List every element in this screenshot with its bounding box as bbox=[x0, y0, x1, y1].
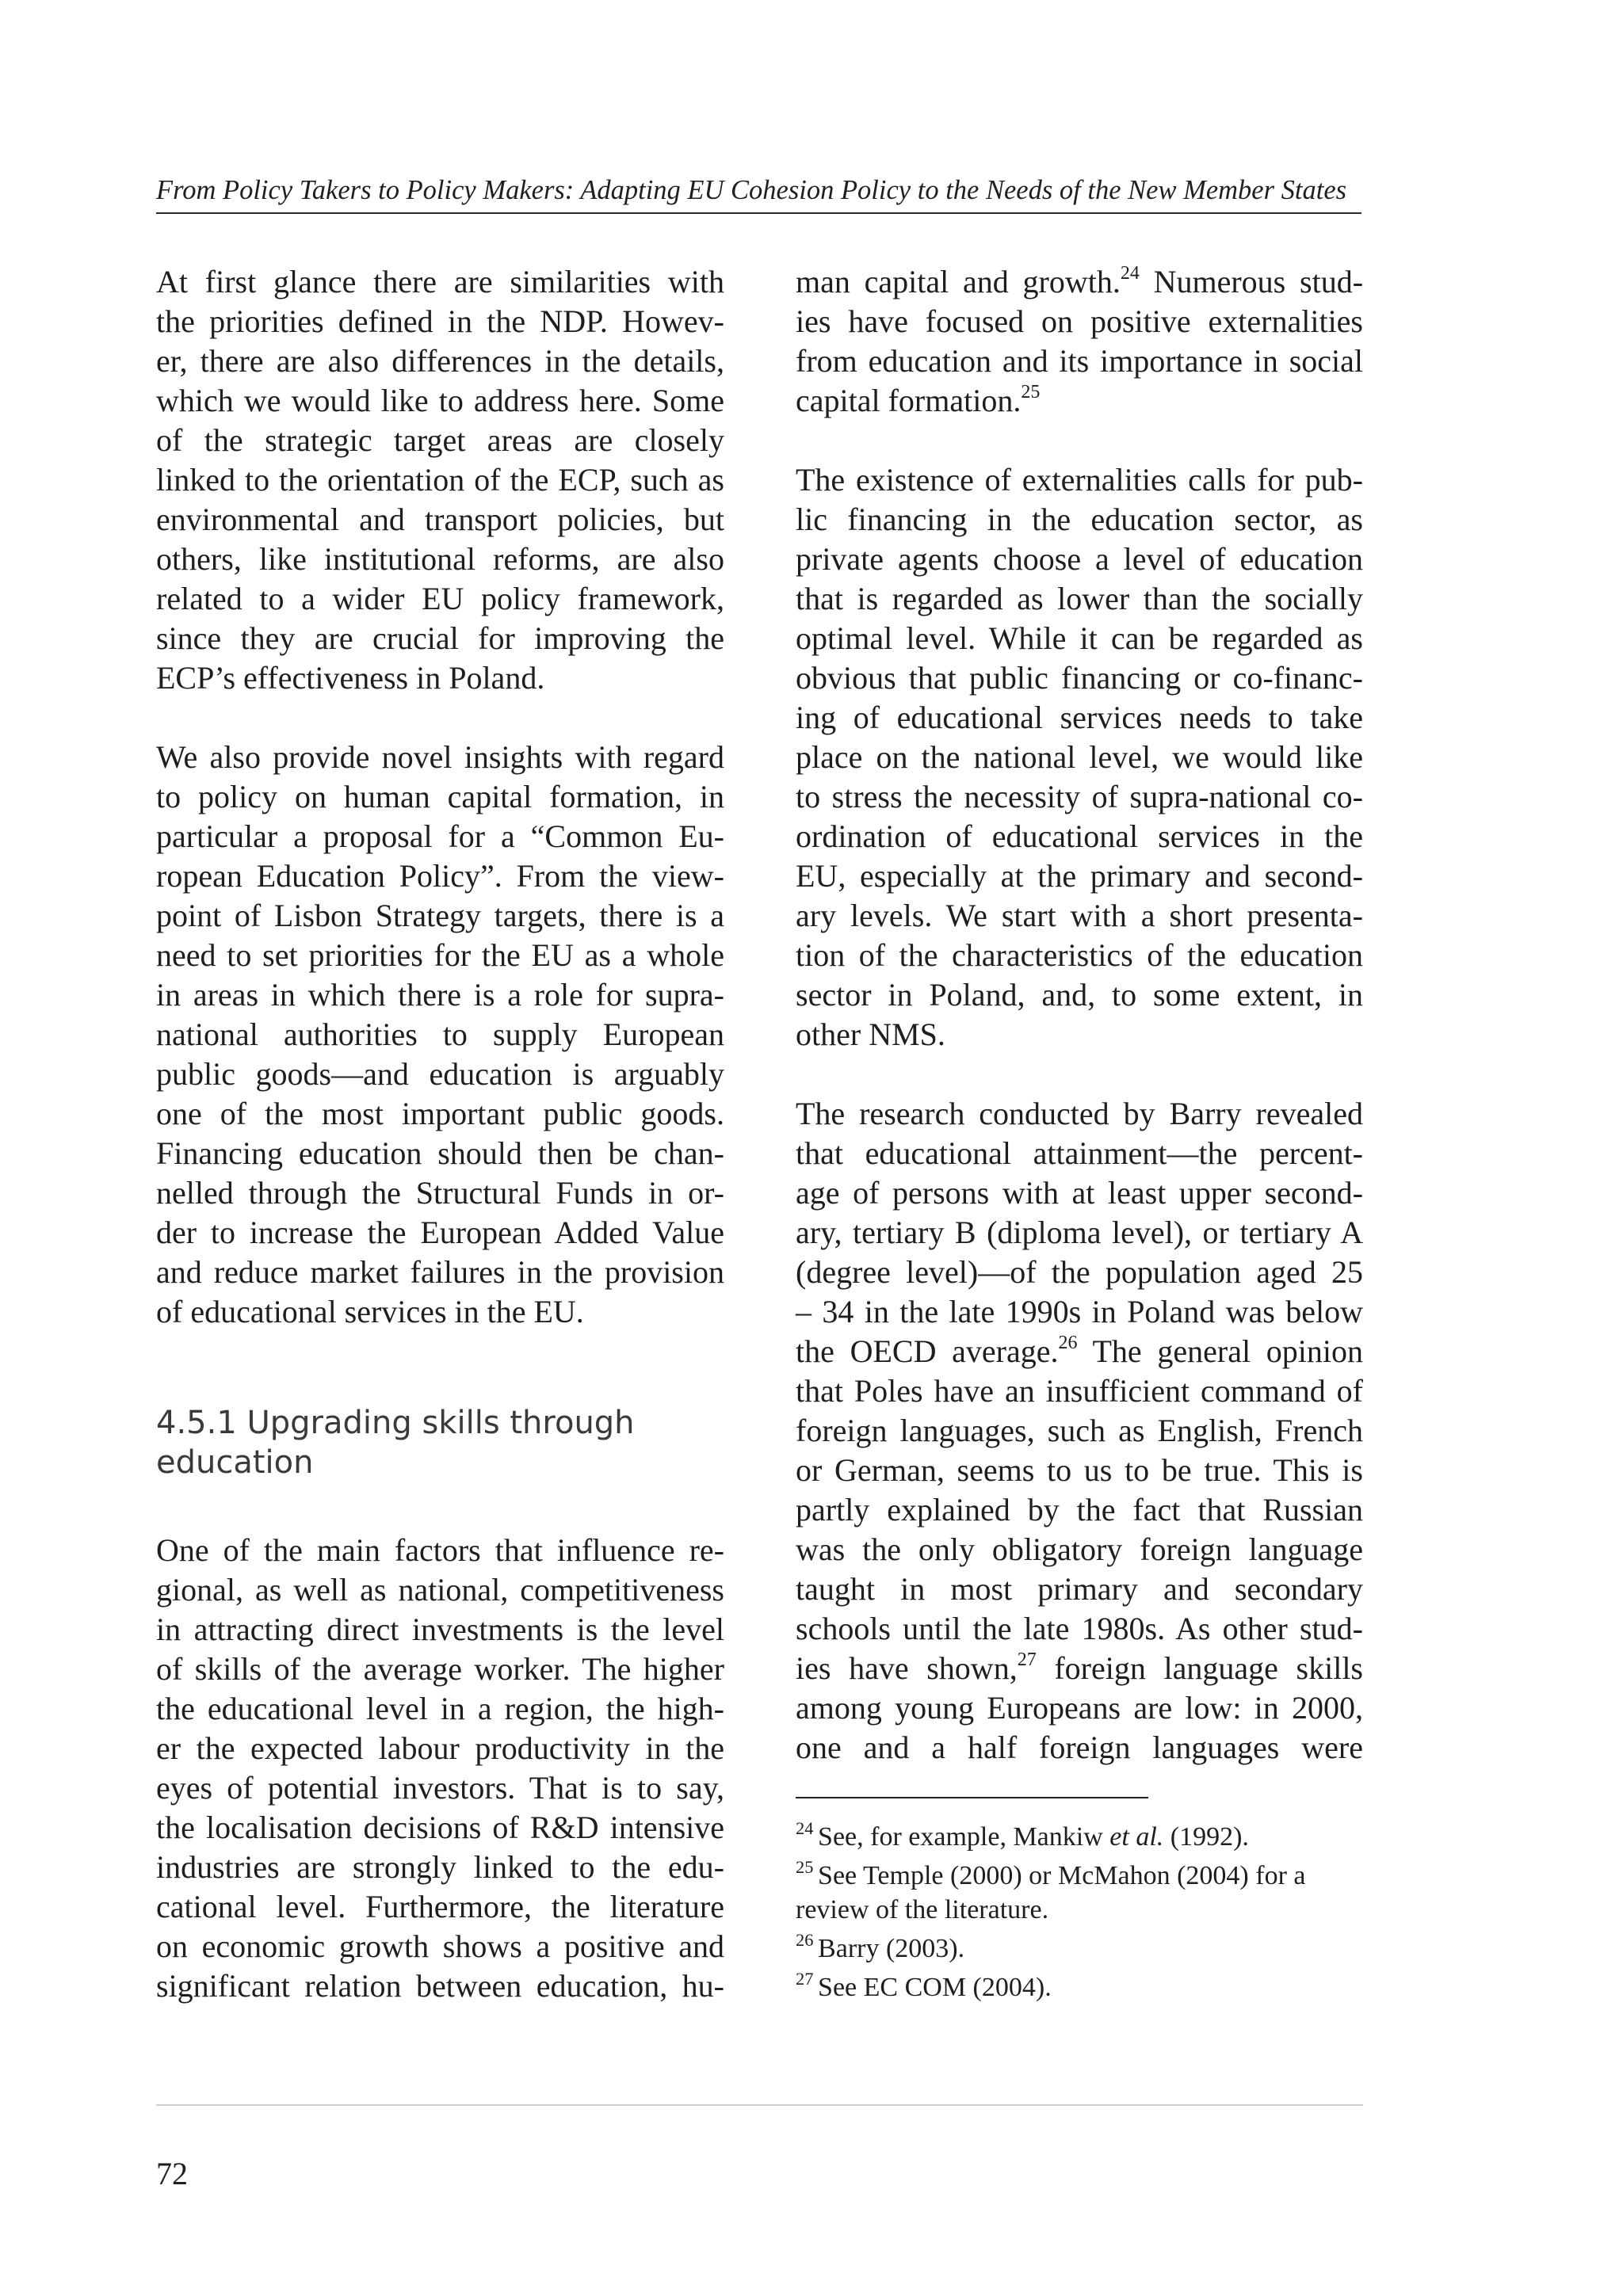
text-line: one of the most important public goods. bbox=[156, 1096, 724, 1131]
footnote bbox=[796, 1970, 1363, 2004]
text-line: der to increase the European Added Value bbox=[156, 1215, 724, 1250]
text-line: to stress the necessity of supra-national co- bbox=[796, 779, 1363, 814]
text-line: ing of educational services needs to take bbox=[796, 700, 1363, 735]
text-line: (degree level)—of the population aged 25 bbox=[796, 1254, 1363, 1290]
text-line: on economic growth shows a positive and bbox=[156, 1928, 724, 1964]
text-line: public goods—and education is arguably bbox=[156, 1056, 724, 1092]
footnote-italic-text: et al. bbox=[1109, 1822, 1164, 1852]
text-line: that Poles have an insufficient command of bbox=[796, 1373, 1363, 1409]
text-line: cational level. Furthermore, the literature bbox=[156, 1889, 724, 1924]
text-line: One of the main factors that influence re- bbox=[156, 1532, 724, 1568]
text-line: particular a proposal for a “Common Eu- bbox=[156, 818, 724, 854]
text-line: er, there are also differences in the details, bbox=[156, 343, 724, 379]
text-segment: The general opinion bbox=[1077, 1333, 1363, 1369]
left-column bbox=[156, 262, 724, 2006]
text-line: since they are crucial for improving the bbox=[156, 620, 724, 656]
text-line: in areas in which there is a role for supra- bbox=[156, 977, 724, 1013]
footnote bbox=[796, 1820, 1363, 1854]
text-line: to policy on human capital formation, in bbox=[156, 779, 724, 814]
text-line: significant relation between education, hu- bbox=[156, 1968, 724, 2004]
text-line: the educational level in a region, the high- bbox=[156, 1691, 724, 1726]
paragraph bbox=[796, 1094, 1363, 1768]
footnote-text: See, for example, Mankiw bbox=[818, 1822, 1110, 1852]
text-line: The research conducted by Barry revealed bbox=[796, 1096, 1363, 1131]
text-line bbox=[796, 1332, 1363, 1371]
text-line: ary, tertiary B (diploma level), or tertiary A bbox=[796, 1215, 1363, 1250]
text-line: of the strategic target areas are closely bbox=[156, 422, 724, 458]
text-line bbox=[796, 262, 1363, 302]
text-line: related to a wider EU policy framework, bbox=[156, 581, 724, 616]
footnote-reference: 24 bbox=[1120, 262, 1140, 284]
text-line: er the expected labour productivity in the bbox=[156, 1730, 724, 1766]
text-line bbox=[796, 1649, 1363, 1688]
text-line: point of Lisbon Strategy targets, there is a bbox=[156, 898, 724, 933]
text-line: foreign languages, such as English, French bbox=[796, 1413, 1363, 1448]
text-line: age of persons with at least upper second- bbox=[796, 1175, 1363, 1211]
text-segment: the OECD average. bbox=[796, 1333, 1059, 1369]
footnote-text: See EC COM (2004). bbox=[818, 1973, 1052, 2002]
footnote-text: (1992). bbox=[1163, 1822, 1249, 1852]
footnote-text: Barry (2003). bbox=[818, 1934, 965, 1963]
text-line: and reduce market failures in the provision bbox=[156, 1254, 724, 1290]
section-heading bbox=[156, 1403, 724, 1482]
text-segment: ies have shown, bbox=[796, 1650, 1018, 1686]
text-line: environmental and transport policies, but bbox=[156, 502, 724, 537]
footnote bbox=[796, 1932, 1363, 1966]
text-line: one and a half foreign languages were bbox=[796, 1730, 1363, 1765]
text-segment: man capital and growth. bbox=[796, 264, 1121, 299]
text-line: ary levels. We start with a short presenta- bbox=[796, 898, 1363, 933]
text-line: others, like institutional reforms, are also bbox=[156, 541, 724, 577]
text-segment: foreign language skills bbox=[1036, 1650, 1363, 1686]
text-line: taught in most primary and secondary bbox=[796, 1571, 1363, 1607]
text-line: in attracting direct investments is the level bbox=[156, 1611, 724, 1647]
text-line: Financing education should then be chan- bbox=[156, 1135, 724, 1171]
text-line: schools until the late 1980s. As other stud- bbox=[796, 1611, 1363, 1646]
text-line: nelled through the Structural Funds in or- bbox=[156, 1175, 724, 1211]
paragraph bbox=[796, 460, 1363, 1055]
footnote-number: 24 bbox=[796, 1818, 814, 1839]
text-line bbox=[796, 381, 1363, 421]
text-segment: Numerous stud- bbox=[1139, 264, 1364, 299]
text-line: We also provide novel insights with regard bbox=[156, 739, 724, 775]
text-line: tion of the characteristics of the education bbox=[796, 937, 1363, 973]
text-line: the localisation decisions of R&D intensive bbox=[156, 1810, 724, 1845]
text-line: optimal level. While it can be regarded as bbox=[796, 620, 1363, 656]
text-line: EU, especially at the primary and second- bbox=[796, 858, 1363, 894]
footnote-separator bbox=[796, 1797, 1148, 1798]
right-column bbox=[796, 262, 1363, 2009]
paragraph bbox=[156, 738, 724, 1332]
paragraph bbox=[156, 262, 724, 698]
footnote-number: 25 bbox=[796, 1857, 814, 1878]
text-line: linked to the orientation of the ECP, such as bbox=[156, 462, 724, 498]
text-line: was the only obligatory foreign language bbox=[796, 1531, 1363, 1567]
section-heading-line: education bbox=[156, 1444, 314, 1481]
text-line: that educational attainment—the percent- bbox=[796, 1135, 1363, 1171]
footer-rule bbox=[156, 2104, 1363, 2106]
text-line: of educational services in the EU. bbox=[156, 1294, 584, 1329]
text-line: ECP’s effectiveness in Poland. bbox=[156, 660, 545, 696]
text-line: that is regarded as lower than the socially bbox=[796, 581, 1363, 616]
footnote-text: See Temple (2000) or McMahon (2004) for a bbox=[818, 1861, 1306, 1890]
text-line: need to set priorities for the EU as a whole bbox=[156, 937, 724, 973]
text-line: eyes of potential investors. That is to say, bbox=[156, 1770, 724, 1806]
header-rule bbox=[156, 212, 1361, 214]
footnote-number: 26 bbox=[796, 1930, 814, 1951]
footnote-reference: 26 bbox=[1058, 1332, 1078, 1353]
text-line: At first glance there are similarities with bbox=[156, 264, 724, 299]
text-line: the priorities defined in the NDP. Howev- bbox=[156, 303, 724, 339]
text-line: industries are strongly linked to the edu- bbox=[156, 1849, 724, 1885]
text-line: – 34 in the late 1990s in Poland was below bbox=[796, 1294, 1363, 1329]
text-line: which we would like to address here. Some bbox=[156, 383, 724, 418]
page-number: 72 bbox=[156, 2156, 188, 2191]
text-line: obvious that public financing or co-financ- bbox=[796, 660, 1363, 696]
text-line: other NMS. bbox=[796, 1016, 945, 1052]
text-line: from education and its importance in social bbox=[796, 343, 1363, 379]
footnote-number: 27 bbox=[796, 1969, 814, 1989]
footnote-line bbox=[796, 1859, 1363, 1893]
text-line: or German, seems to us to be true. This is bbox=[796, 1452, 1363, 1488]
text-line: ies have focused on positive externalities bbox=[796, 303, 1363, 339]
text-line: The existence of externalities calls for pub- bbox=[796, 462, 1363, 498]
footnote bbox=[796, 1859, 1363, 1927]
text-line: among young Europeans are low: in 2000, bbox=[796, 1690, 1363, 1726]
footnote-line: review of the literature. bbox=[796, 1895, 1049, 1924]
text-line: lic financing in the education sector, as bbox=[796, 502, 1363, 537]
footnotes bbox=[796, 1820, 1363, 2004]
text-line: ropean Education Policy”. From the view- bbox=[156, 858, 724, 894]
section-heading-line: 4.5.1 Upgrading skills through bbox=[156, 1405, 635, 1441]
footnote-reference: 27 bbox=[1017, 1649, 1037, 1670]
paragraph bbox=[796, 262, 1363, 421]
text-line: partly explained by the fact that Russian bbox=[796, 1492, 1363, 1527]
text-line: private agents choose a level of education bbox=[796, 541, 1363, 577]
paragraph bbox=[156, 1531, 724, 2006]
text-line: national authorities to supply European bbox=[156, 1016, 724, 1052]
text-line: gional, as well as national, competitiveness bbox=[156, 1572, 724, 1608]
text-segment: capital formation. bbox=[796, 383, 1022, 418]
running-header: From Policy Takers to Policy Makers: Adapting EU Cohesion Policy to the Needs of the New Member States bbox=[156, 175, 1347, 205]
text-line: ordination of educational services in the bbox=[796, 818, 1363, 854]
text-line: place on the national level, we would like bbox=[796, 739, 1363, 775]
text-line: of skills of the average worker. The higher bbox=[156, 1651, 724, 1687]
footnote-reference: 25 bbox=[1021, 381, 1041, 402]
text-line: sector in Poland, and, to some extent, in bbox=[796, 977, 1363, 1013]
